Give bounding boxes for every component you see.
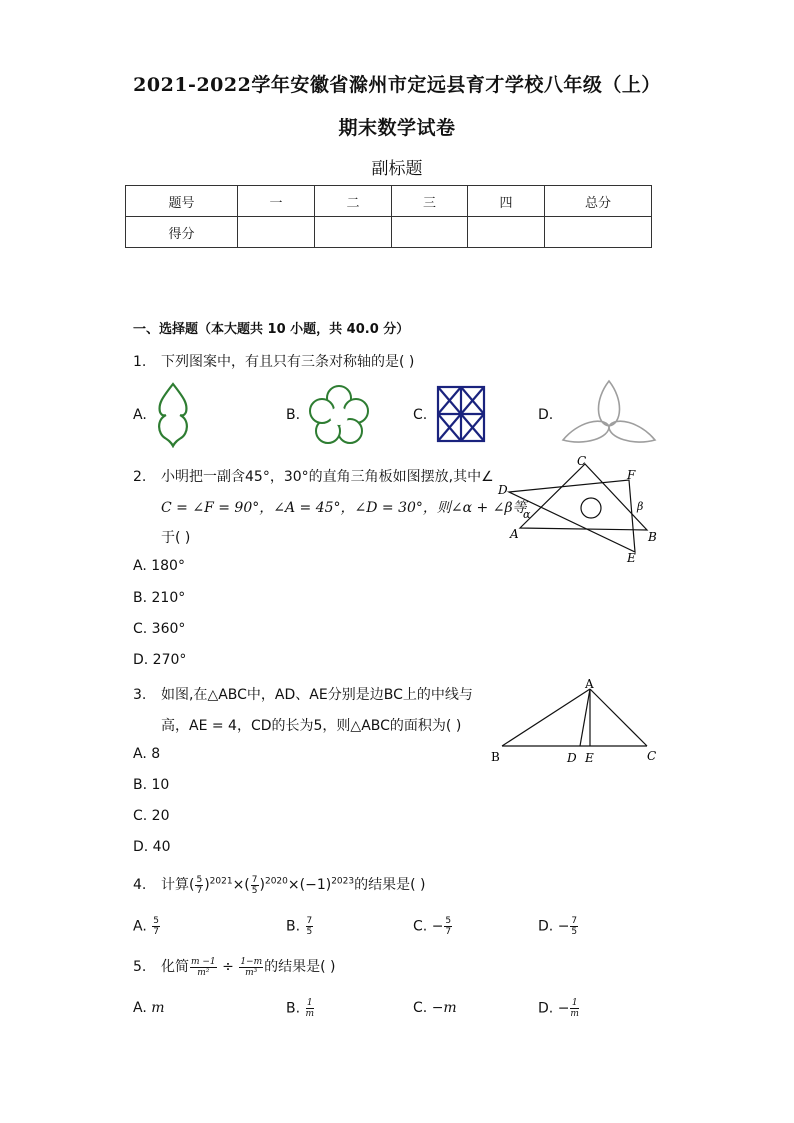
q5-od-sign: − — [557, 1000, 570, 1017]
q3-option-b: B. 10 — [133, 777, 170, 793]
q5-od-den: m — [570, 1009, 579, 1019]
q5-fraction-1 — [190, 957, 217, 978]
q4-exp1: 2021 — [209, 876, 233, 887]
score-cell: 一 — [238, 186, 315, 217]
q4-paren-close: ) — [204, 877, 210, 893]
section1-heading: 一、选择题（本大题共 10 小题，共 40.0 分） — [133, 322, 410, 337]
q2-label-d: D — [498, 483, 508, 497]
q3-option-a: A. 8 — [133, 746, 161, 762]
q3-stem-line1 — [133, 684, 473, 704]
q1-figure-b-flower-icon — [306, 383, 372, 447]
q5-oc-value: −m — [431, 1000, 457, 1016]
q4-suffix: 的结果是( ) — [354, 877, 426, 893]
q5-f2-den: m³ — [245, 967, 258, 978]
q4-paren-close-2: ) — [259, 877, 265, 893]
q4-option-a-fraction — [152, 916, 160, 937]
q2-number: 2. — [133, 469, 147, 485]
q3-label-a: A — [585, 677, 594, 691]
q3-text-line1: 如图,在△ABC中，AD、AE分别是边BC上的中线与 — [161, 687, 473, 703]
q2-option-d: D. 270° — [133, 652, 187, 668]
q5-prefix: 化简 — [161, 959, 189, 975]
q1-option-a-label: A. — [133, 407, 147, 423]
score-cell: 二 — [315, 186, 392, 217]
q4-oc-num: 5 — [445, 916, 452, 926]
q2-text-line3: 于( ) — [161, 530, 191, 546]
q2-label-e: E — [627, 551, 636, 565]
q4-oc-sign: − — [431, 918, 444, 935]
q5-fraction-2 — [239, 957, 263, 978]
score-cell — [468, 217, 545, 248]
q4-od-den: 5 — [571, 927, 578, 937]
score-cell — [392, 217, 468, 248]
score-cell: 四 — [468, 186, 545, 217]
q5-stem — [133, 956, 336, 978]
q2-label-c: C — [577, 454, 587, 468]
score-table-score-row — [126, 217, 652, 248]
q3-label-b: B — [491, 750, 500, 764]
q1-figure-d-triquetra-icon — [560, 378, 658, 444]
q5-f2-num: 1−m — [240, 956, 263, 967]
score-table — [125, 185, 652, 248]
q5-number: 5. — [133, 959, 147, 975]
q1-option-b-label: B. — [286, 407, 301, 423]
q4-option-b-fraction — [306, 916, 314, 937]
q5-divide: ÷ — [222, 959, 234, 975]
q2-label-a: A — [510, 527, 519, 541]
q1-figure-c-lattice-icon — [436, 385, 486, 443]
q1-number: 1. — [133, 354, 147, 370]
q1-option-d-label: D. — [538, 407, 554, 423]
q4-option-d — [538, 916, 579, 937]
q4-option-c-label: C. — [413, 918, 428, 935]
q4-option-a — [133, 916, 161, 937]
exam-subtitle: 副标题 — [371, 159, 423, 179]
score-cell — [315, 217, 392, 248]
q5-option-d-label: D. — [538, 1000, 554, 1017]
q5-f1-den: m² — [197, 967, 210, 978]
q3-text-line2: 高，AE = 4，CD的长为5，则△ABC的面积为( ) — [161, 718, 462, 734]
q5-od-num: 1 — [571, 998, 578, 1008]
q5-option-c-label: C. — [413, 1000, 428, 1016]
q5-option-b — [286, 998, 315, 1019]
q2-label-b: B — [648, 530, 657, 544]
score-cell — [545, 217, 652, 248]
q4-ob-den: 5 — [306, 927, 313, 937]
q5-option-b-label: B. — [286, 1000, 301, 1017]
q5-ob-num: 1 — [306, 998, 313, 1008]
q4-fraction-1 — [195, 875, 203, 896]
q4-stem — [133, 874, 425, 896]
q4-f1-num: 5 — [196, 874, 203, 885]
q2-option-b: B. 210° — [133, 590, 186, 606]
exam-title-line2: 期末数学试卷 — [338, 117, 456, 139]
q5-option-a — [133, 1000, 165, 1016]
q2-text-line2: C = ∠F = 90°，∠A = 45°，∠D = 30°，则∠α + ∠β等 — [161, 500, 527, 516]
q1-figure-a-vase-icon — [152, 382, 194, 448]
q4-f2-den: 5 — [251, 885, 258, 896]
q4-f2-num: 7 — [251, 874, 258, 885]
q4-od-num: 7 — [571, 916, 578, 926]
q2-stem-line1 — [133, 466, 494, 486]
q3-label-c: C — [647, 749, 657, 763]
q2-triangles-figure — [495, 450, 665, 570]
q3-option-c: C. 20 — [133, 808, 170, 824]
q2-option-a: A. 180° — [133, 558, 185, 574]
q4-option-b — [286, 916, 314, 937]
q2-option-c: C. 360° — [133, 621, 186, 637]
exam-title-line1: 2021-2022学年安徽省滁州市定远县育才学校八年级（上） — [133, 74, 661, 96]
q3-number: 3. — [133, 687, 147, 703]
score-table-header-row — [126, 186, 652, 217]
q5-suffix: 的结果是( ) — [264, 959, 336, 975]
q1-text: 下列图案中，有且只有三条对称轴的是( ) — [161, 354, 415, 370]
q4-exp2: 2020 — [264, 876, 288, 887]
q5-option-d-fraction — [570, 998, 579, 1019]
q2-text-line1: 小明把一副含45°，30°的直角三角板如图摆放,其中∠ — [161, 469, 494, 485]
q4-f1-den: 7 — [196, 885, 203, 896]
q1-option-c-label: C. — [413, 407, 428, 423]
q5-option-a-label: A. — [133, 1000, 147, 1016]
q4-prefix: 计算( — [161, 877, 195, 893]
q4-od-sign: − — [557, 918, 570, 935]
score-cell: 总分 — [545, 186, 652, 217]
score-cell — [238, 217, 315, 248]
q4-option-b-label: B. — [286, 918, 301, 935]
q4-option-d-fraction — [570, 916, 578, 937]
q4-times2: ×(−1) — [287, 877, 332, 893]
score-cell: 三 — [392, 186, 468, 217]
q4-oa-num: 5 — [153, 916, 159, 926]
q5-ob-den: m — [305, 1009, 315, 1019]
q3-label-e: E — [585, 751, 594, 765]
q5-oa-value: m — [151, 1000, 165, 1016]
q4-option-a-label: A. — [133, 918, 147, 935]
q4-times1: ×( — [232, 877, 250, 893]
q1-stem — [133, 351, 414, 371]
q4-exp3: 2023 — [331, 876, 355, 887]
q4-oa-den: 7 — [153, 927, 159, 937]
q5-f1-num: m −1 — [191, 956, 216, 967]
q4-number: 4. — [133, 877, 147, 893]
q5-option-b-fraction — [306, 998, 315, 1019]
q4-fraction-2 — [251, 875, 259, 896]
q3-triangle-figure — [485, 676, 665, 768]
q3-label-d: D — [567, 751, 577, 765]
q5-option-c — [413, 1000, 457, 1016]
score-cell: 得分 — [126, 217, 238, 248]
q5-option-d — [538, 998, 580, 1019]
q4-ob-num: 7 — [306, 916, 313, 926]
q2-label-f: F — [627, 468, 636, 482]
q3-option-d: D. 40 — [133, 839, 171, 855]
q4-option-c — [413, 916, 453, 937]
q2-label-alpha: α — [523, 508, 531, 521]
q4-oc-den: 7 — [445, 927, 452, 937]
q2-label-beta: β — [637, 500, 644, 513]
score-cell: 题号 — [126, 186, 238, 217]
q4-option-d-label: D. — [538, 918, 554, 935]
q4-option-c-fraction — [444, 916, 452, 937]
